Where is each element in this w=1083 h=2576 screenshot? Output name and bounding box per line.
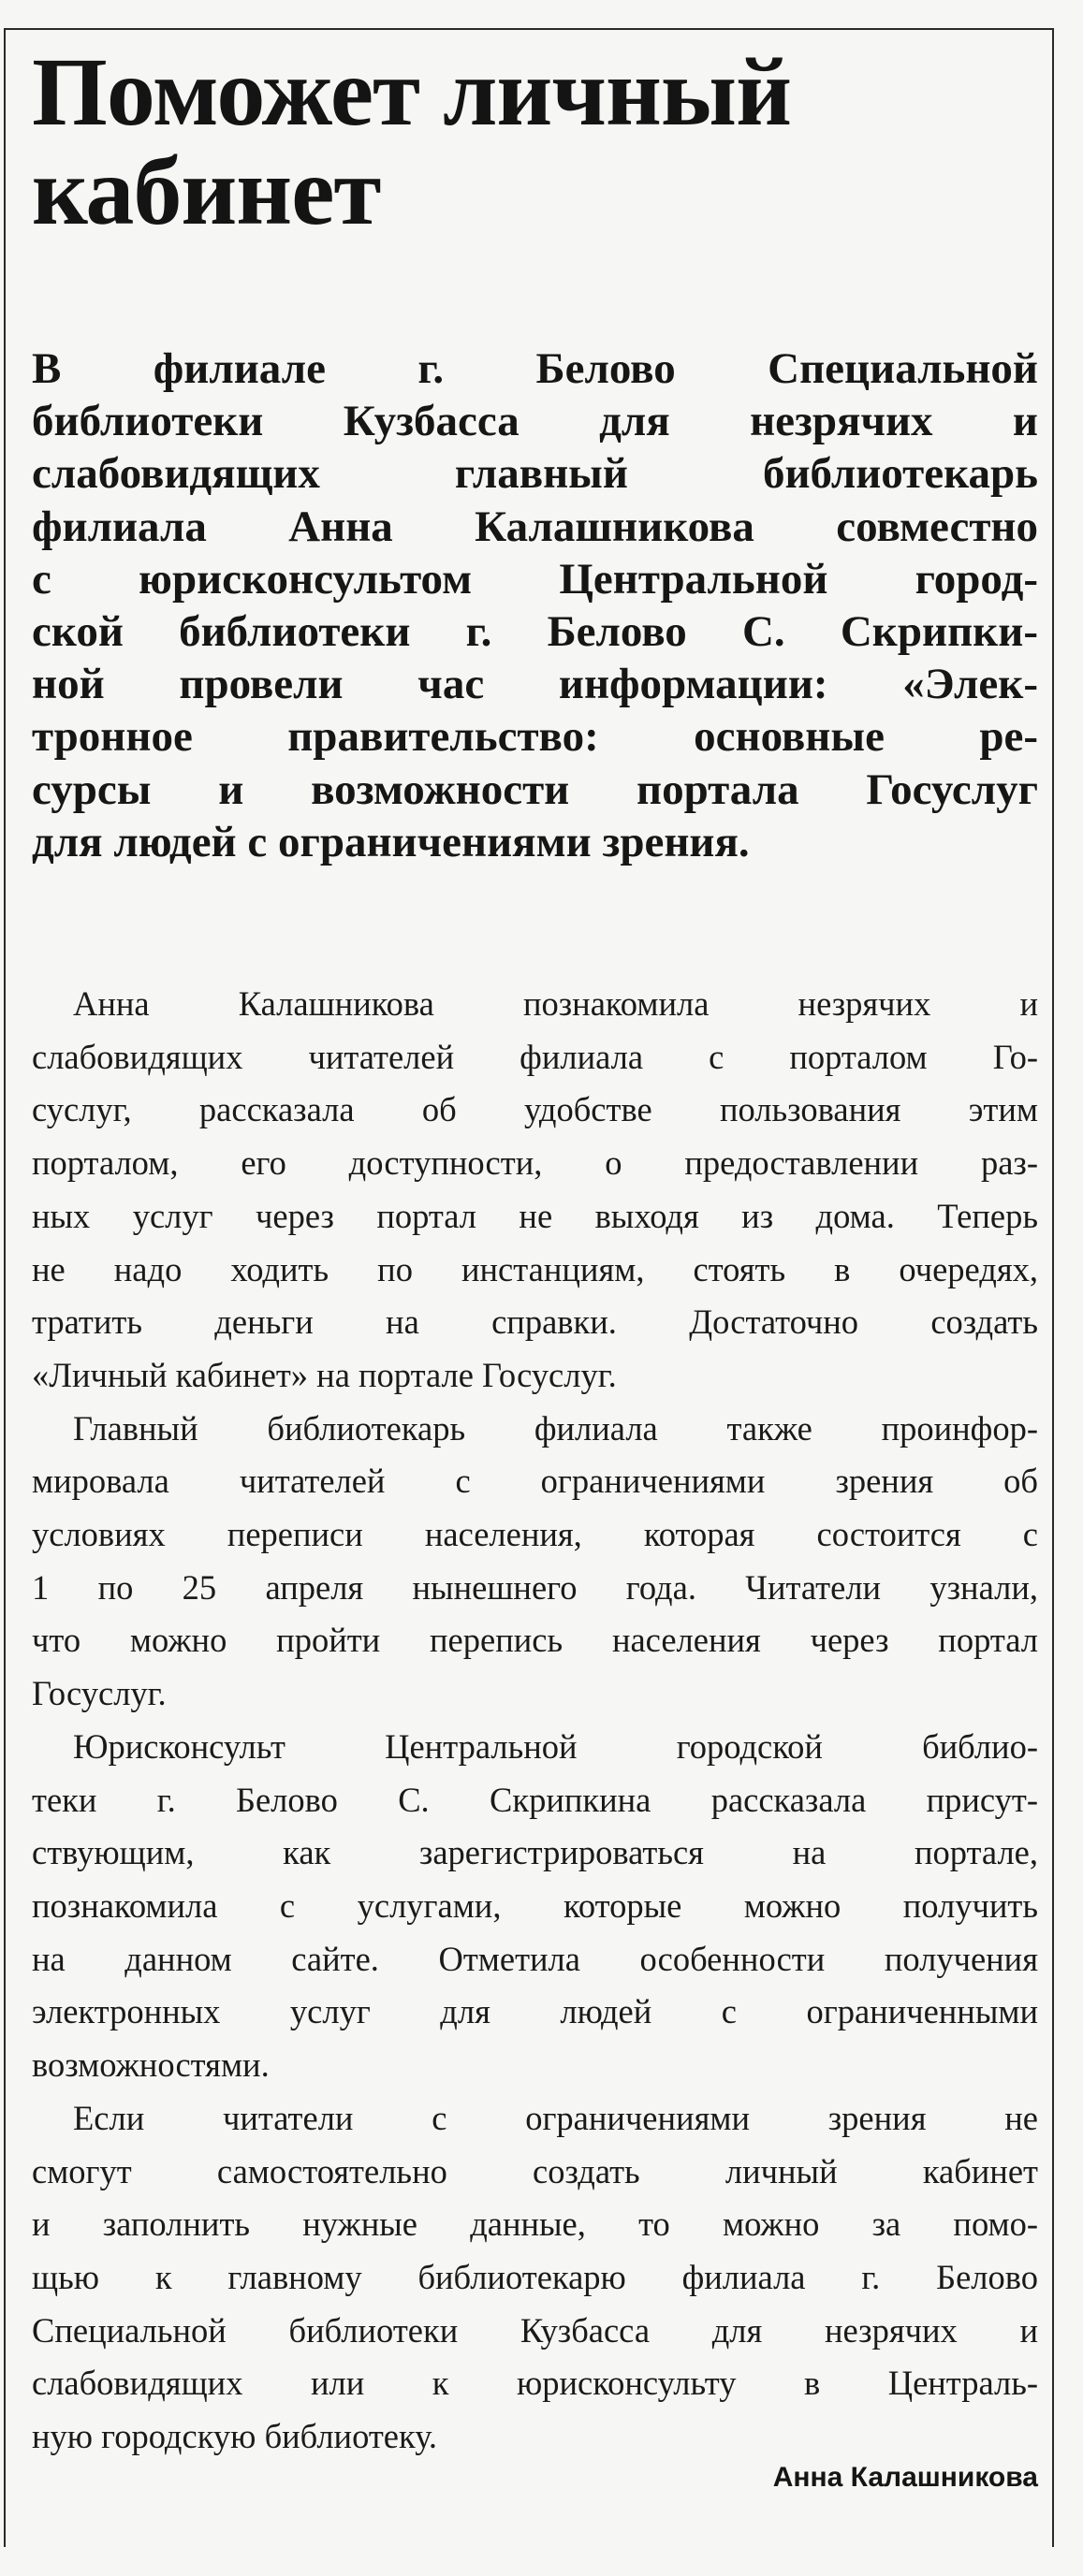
body-line: возможностями. xyxy=(32,2045,270,2085)
body-line: «Личный кабинет» на портале Госуслуг. xyxy=(32,1355,617,1394)
lead-line: для людей с ограничениями зрения. xyxy=(32,817,750,866)
body-line: Юрисконсульт Центральной городской библио- xyxy=(73,1726,1038,1766)
headline-line: Поможет личный xyxy=(32,38,792,146)
author-signature: Анна Калашникова xyxy=(772,2462,1038,2493)
body-line: что можно пройти перепись населения через портал xyxy=(32,1621,1038,1660)
body-line: Госуслуг. xyxy=(32,1674,167,1713)
headline xyxy=(32,38,1038,245)
body-line: ную городскую библиотеку. xyxy=(32,2417,437,2456)
body-line: условиях переписи населения, которая состоится с xyxy=(32,1515,1038,1554)
article-body xyxy=(32,978,1038,2464)
lead-line: библиотеки Кузбасса для незрячих и xyxy=(32,397,1038,446)
body-line: Если читатели с ограничениями зрения не xyxy=(73,2098,1038,2137)
body-line: не надо ходить по инстанциям, стоять в очередях, xyxy=(32,1249,1038,1288)
lead-line: ской библиотеки г. Белово С. Скрипки- xyxy=(32,607,1038,657)
body-line: Главный библиотекарь филиала также проинфор- xyxy=(73,1408,1038,1448)
headline-line: кабинет xyxy=(32,138,381,245)
body-line: ных услуг через портал не выходя из дома. Теперь xyxy=(32,1196,1038,1235)
lead-line: В филиале г. Белово Специальной xyxy=(32,344,1038,393)
body-line: слабовидящих читателей филиала с порталом Го- xyxy=(32,1037,1038,1076)
body-line: щью к главному библиотекарю филиала г. Белово xyxy=(32,2257,1038,2296)
body-line: слабовидящих или к юрисконсульту в Централь- xyxy=(32,2364,1038,2403)
lead-paragraph xyxy=(32,342,1038,868)
body-line: на данном сайте. Отметила особенности получения xyxy=(32,1939,1038,1978)
lead-line: слабовидящих главный библиотекарь xyxy=(32,449,1038,499)
body-line: теки г. Белово С. Скрипкина рассказала присут- xyxy=(32,1780,1038,1819)
body-line: порталом, его доступности, о предоставлении раз- xyxy=(32,1143,1038,1183)
lead-line: тронное правительство: основные ре- xyxy=(32,712,1038,762)
body-line: тратить деньги на справки. Достаточно создать xyxy=(32,1303,1038,1342)
lead-line: филиала Анна Калашникова совместно xyxy=(32,502,1038,551)
lead-line: ной провели час информации: «Элек- xyxy=(32,660,1038,709)
body-line: 1 по 25 апреля нынешнего года. Читатели узнали, xyxy=(32,1567,1038,1607)
body-line: электронных услуг для людей с ограниченными xyxy=(32,1992,1038,2031)
lead-line: с юрисконсультом Центральной город- xyxy=(32,554,1038,604)
body-line: ствующим, как зарегистрироваться на портале, xyxy=(32,1833,1038,1872)
body-line: мировала читателей с ограничениями зрения об xyxy=(32,1462,1038,1501)
article xyxy=(32,38,1038,2464)
body-line: познакомила с услугами, которые можно получить xyxy=(32,1885,1038,1925)
body-line: смогут самостоятельно создать личный кабинет xyxy=(32,2151,1038,2190)
lead-line: сурсы и возможности портала Госуслуг xyxy=(32,764,1038,814)
body-line: Специальной библиотеки Кузбасса для незрячих и xyxy=(32,2310,1038,2350)
body-line: и заполнить нужные данные, то можно за помо- xyxy=(32,2205,1038,2244)
body-line: суслуг, рассказала об удобстве пользования этим xyxy=(32,1090,1038,1129)
body-line: Анна Калашникова познакомила незрячих и xyxy=(73,984,1038,1024)
